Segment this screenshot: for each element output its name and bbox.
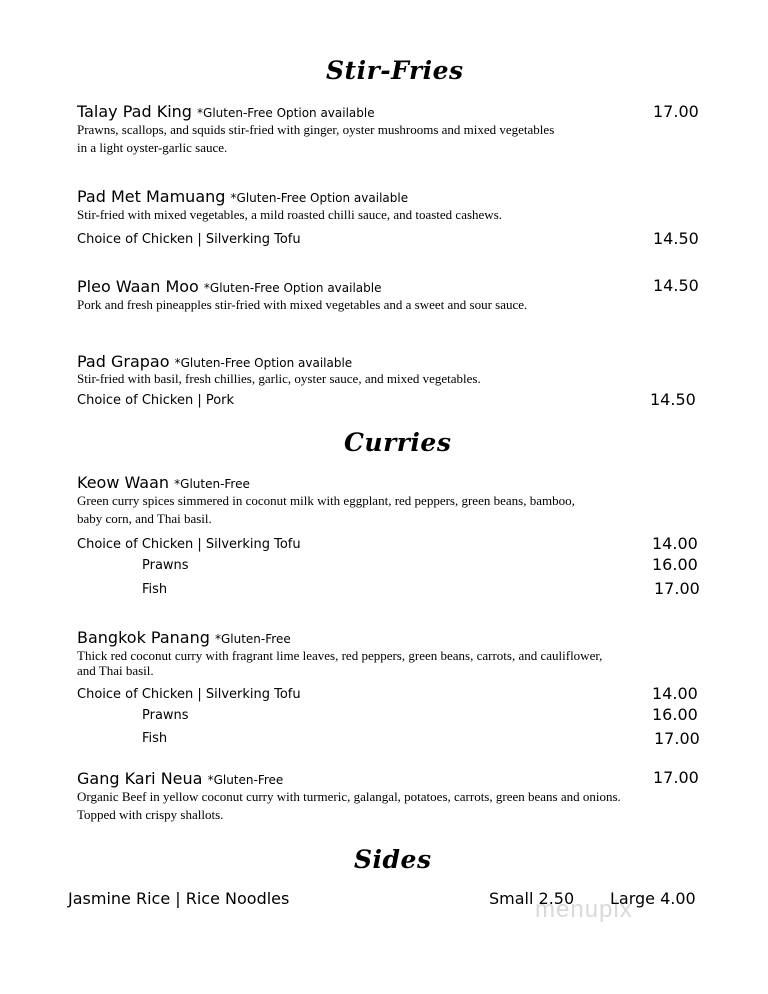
description-talay-pad-king <box>77 121 667 157</box>
description-line: Pork and fresh pineapples stir-fried with mixed vegetables and a sweet and sour sauce. <box>77 297 528 312</box>
section-title-stir-fries: Stir-Fries <box>326 56 464 85</box>
price-talay-pad-king: 17.00 <box>653 102 699 121</box>
price-pad-met-mamuang: 14.50 <box>653 229 699 248</box>
description-line: Prawns, scallops, and squids stir-fried with ginger, oyster mushrooms and mixed vegetables <box>77 122 555 137</box>
section-title-sides: Sides <box>354 845 432 874</box>
option-bangkok-panang-chicken-tofu: Choice of Chicken | Silverking Tofu <box>77 687 301 702</box>
dish-title: Keow Waan <box>77 473 170 492</box>
sides-items: Jasmine Rice | Rice Noodles <box>68 889 290 908</box>
option-pad-grapao: Choice of Chicken | Pork <box>77 393 235 408</box>
gluten-free-note: *Gluten-Free Option available <box>203 281 382 295</box>
description-line: Topped with crispy shallots. <box>77 807 224 822</box>
description-line: Thick red coconut curry with fragrant lime leaves, red peppers, green beans, carrots, and cauliflower, <box>77 648 603 663</box>
price-gang-kari-neua: 17.00 <box>653 768 699 787</box>
dish-name-keow-waan <box>77 473 250 492</box>
description-line: in a light oyster-garlic sauce. <box>77 140 228 155</box>
dish-title: Talay Pad King <box>77 102 192 121</box>
description-line: and Thai basil. <box>77 663 154 678</box>
sides-price-small: Small 2.50 <box>489 889 575 908</box>
price-keow-waan-chicken-tofu: 14.00 <box>652 534 698 553</box>
price-keow-waan-fish: 17.00 <box>654 579 700 598</box>
description-pleo-waan-moo <box>77 296 667 314</box>
option-keow-waan-chicken-tofu: Choice of Chicken | Silverking Tofu <box>77 537 301 552</box>
description-pad-met-mamuang <box>77 206 667 224</box>
price-bangkok-panang-chicken-tofu: 14.00 <box>652 684 698 703</box>
dish-title: Pleo Waan Moo <box>77 277 199 296</box>
description-line: Organic Beef in yellow coconut curry with turmeric, galangal, potatoes, carrots, green beans and onions. <box>77 789 621 804</box>
gluten-free-note: *Gluten-Free <box>214 632 291 646</box>
dish-name-pleo-waan-moo <box>77 277 382 296</box>
gluten-free-note: *Gluten-Free <box>207 773 284 787</box>
menupix-watermark: menupix <box>535 896 633 923</box>
gluten-free-note: *Gluten-Free <box>174 477 250 491</box>
description-line: baby corn, and Thai basil. <box>77 511 212 526</box>
option-keow-waan-prawns: Prawns <box>142 558 189 573</box>
gluten-free-note: *Gluten-Free Option available <box>174 356 353 370</box>
description-line: Stir-fried with mixed vegetables, a mild roasted chilli sauce, and toasted cashews. <box>77 207 503 222</box>
dish-title: Gang Kari Neua <box>77 769 203 788</box>
option-bangkok-panang-fish: Fish <box>142 731 168 746</box>
description-gang-kari-neua <box>77 788 697 824</box>
price-keow-waan-prawns: 16.00 <box>652 555 698 574</box>
description-line: Green curry spices simmered in coconut milk with eggplant, red peppers, green beans, bamboo, <box>77 493 575 508</box>
dish-name-bangkok-panang <box>77 628 291 647</box>
sides-price-large: Large 4.00 <box>610 889 696 908</box>
dish-title: Pad Grapao <box>77 352 170 371</box>
description-pad-grapao <box>77 370 667 388</box>
description-bangkok-panang <box>77 648 687 678</box>
description-keow-waan <box>77 492 667 528</box>
dish-name-talay-pad-king <box>77 102 375 121</box>
price-pad-grapao: 14.50 <box>650 390 696 409</box>
section-title-curries: Curries <box>344 428 452 457</box>
dish-name-pad-met-mamuang <box>77 187 408 206</box>
gluten-free-note: *Gluten-Free Option available <box>230 191 409 205</box>
gluten-free-note: *Gluten-Free Option available <box>197 106 375 120</box>
dish-title: Bangkok Panang <box>77 628 210 647</box>
price-bangkok-panang-prawns: 16.00 <box>652 705 698 724</box>
dish-title: Pad Met Mamuang <box>77 187 226 206</box>
price-pleo-waan-moo: 14.50 <box>653 276 699 295</box>
dish-name-pad-grapao <box>77 352 352 371</box>
option-keow-waan-fish: Fish <box>142 582 168 597</box>
option-bangkok-panang-prawns: Prawns <box>142 708 189 723</box>
dish-name-gang-kari-neua <box>77 769 283 788</box>
option-pad-met-mamuang: Choice of Chicken | Silverking Tofu <box>77 232 301 247</box>
price-bangkok-panang-fish: 17.00 <box>654 729 700 748</box>
description-line: Stir-fried with basil, fresh chillies, garlic, oyster sauce, and mixed vegetables. <box>77 371 481 386</box>
